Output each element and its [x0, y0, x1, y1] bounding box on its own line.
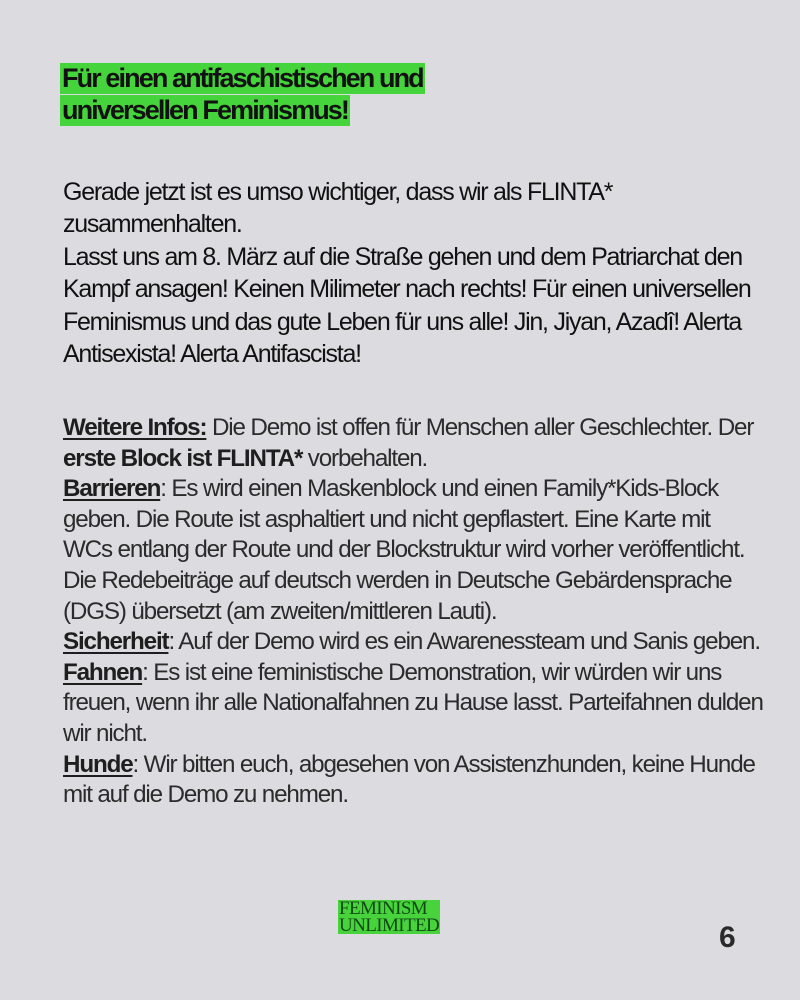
- barrieren-text: : Es wird einen Maskenblock und einen Family*Kids-Block geben. Die Route ist asphaltiert und nicht gepflastert. Eine Karte mit WCs entlang der Route und der Blockstruktur wird vorher veröffentlicht. Die Redebeiträge auf deutsch werden in Deutsche Gebärdensprache (DGS) übersetzt (am zweiten/mittleren Lauti).: [63, 475, 745, 625]
- label-barrieren: Barrieren: [63, 475, 161, 503]
- info-fahnen: [63, 658, 763, 750]
- label-weitere-infos: Weitere Infos:: [63, 414, 207, 441]
- intro-paragraph-2: Lasst uns am 8. März auf die Straße gehen und dem Patriarchat den Kampf ansagen! Keinen Milimeter nach rechts! Für einen universellen Feminismus und das gute Leben für uns alle! Jin, Jiyan, Azadî! Alerta Antisexista! Alerta Antifascista!: [63, 242, 751, 369]
- info-section: [63, 413, 763, 811]
- intro-text: [63, 176, 763, 370]
- logo-line-1: FEMINISM: [339, 898, 428, 919]
- info-barrieren: [63, 474, 763, 627]
- logo-line-2: UNLIMITED: [339, 915, 440, 936]
- hunde-text: : Wir bitten euch, abgesehen von Assistenzhunden, keine Hunde mit auf die Demo zu nehmen.: [63, 750, 755, 809]
- info-hunde: [63, 750, 763, 811]
- label-sicherheit: Sicherheit: [63, 628, 169, 656]
- label-hunde: Hunde: [63, 750, 133, 778]
- info-weitere: [63, 413, 763, 474]
- intro-paragraph-1: Gerade jetzt ist es umso wichtiger, dass wir als FLINTA* zusammenhalten.: [63, 178, 613, 239]
- flinta-block-note: erste Block ist FLINTA*: [63, 444, 303, 472]
- label-fahnen: Fahnen: [63, 658, 143, 686]
- weitere-text: Die Demo ist offen für Menschen aller Geschlechter. Der: [206, 414, 754, 441]
- feminism-unlimited-logo: [338, 900, 440, 934]
- page-title: [60, 62, 480, 126]
- weitere-text-end: vorbehalten.: [302, 444, 428, 472]
- title-line-2: universellen Feminismus!: [62, 95, 349, 125]
- fahnen-text: : Es ist eine feministische Demonstration, wir würden wir uns freuen, wenn ihr alle Nationalfahnen zu Hause lasst. Parteifahnen dulden wir nicht.: [63, 658, 763, 747]
- info-sicherheit: [63, 627, 763, 658]
- title-highlight: [60, 63, 425, 126]
- title-line-1: Für einen antifaschistischen und: [62, 63, 423, 93]
- sicherheit-text: : Auf der Demo wird es ein Awarenessteam und Sanis geben.: [168, 628, 760, 656]
- page-number: 6: [719, 921, 736, 954]
